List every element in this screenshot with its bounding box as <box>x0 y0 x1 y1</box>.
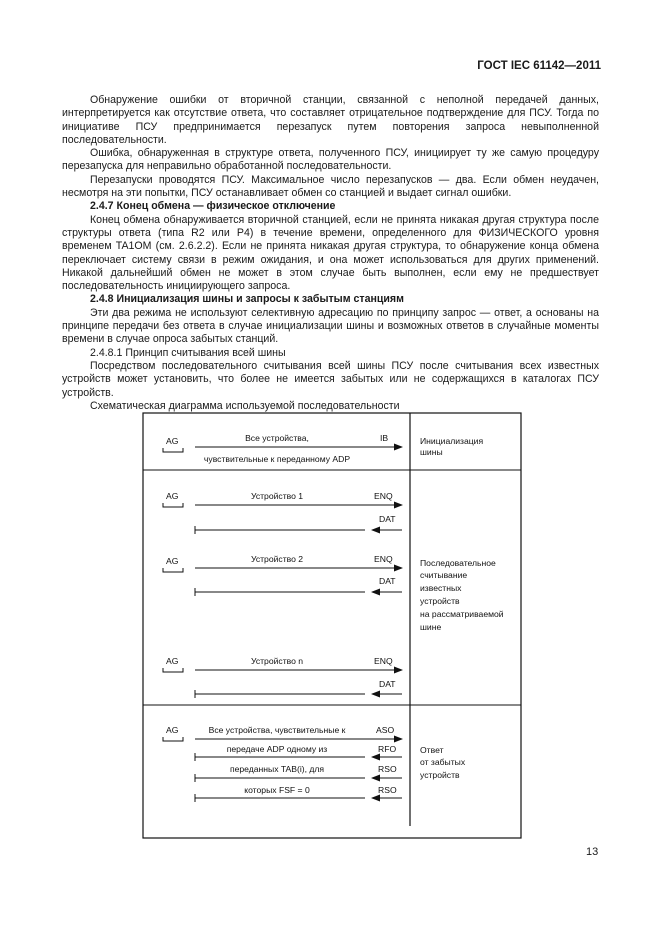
diagram-caption: Схематическая диаграмма используемой последовательности <box>90 399 400 412</box>
phase-label: Последовательное <box>420 558 496 568</box>
phase-label: шины <box>420 447 443 457</box>
frame-code: ENQ <box>374 656 393 666</box>
paragraph: Перезапуски проводятся ПСУ. Максимальное число перезапусков — два. Если обмен неудачен, несмотря на эти попытки, ПСУ останавливает обмен со станцией и выдает сигнал ошибки. <box>62 173 599 200</box>
paragraph: Ошибка, обнаруженная в структуре ответа, полученного ПСУ, инициирует ту же самую процедуру перезапуска для неправильно обработанной последовательности. <box>62 147 599 173</box>
ag-label: AG <box>166 725 179 735</box>
diagram-frame <box>143 413 521 838</box>
device-label: Устройство 2 <box>250 554 304 564</box>
frame-code: DAT <box>379 576 396 586</box>
phase-label: считывание <box>420 570 468 580</box>
message-text: чувствительные к переданному ADP <box>203 454 351 464</box>
frame-code: RSO <box>378 785 397 795</box>
ag-bracket <box>163 737 183 741</box>
paragraph: Эти два режима не используют селективную адресацию по принципу запрос — ответ, а основаны на принципе передачи без ответа в случае инициализации шины и возможных ответов в случайные моменты времени в случае опроса забытых станций. <box>62 306 599 346</box>
phase-label: шине <box>420 622 442 632</box>
frame-code: IB <box>380 433 389 443</box>
phase-label: Инициализация <box>420 436 484 446</box>
frame-code: ASO <box>376 725 395 735</box>
phase-label: устройств <box>420 770 460 780</box>
document-header: ГОСТ IEC 61142—2011 <box>477 60 601 72</box>
frame-code: ENQ <box>374 491 393 501</box>
paragraph: Обнаружение ошибки от вторичной станции, связанной с неполной передачей данных, интерпретируется как отсутствие ответа, что составляет отрицательное подтверждение для ПСУ. Тогда по инициативе ПСУ предпринимается перезапуск путем повторения запроса невыполненной последовательности. <box>62 94 599 146</box>
frame-code: RSO <box>378 764 397 774</box>
device-label: Устройство 1 <box>250 491 304 501</box>
ag-bracket <box>163 668 183 672</box>
phase-label: устройств <box>420 596 460 606</box>
frame-code: ENQ <box>374 554 393 564</box>
paragraph: Конец обмена обнаруживается вторичной станцией, если не принята никакая другая структура после структуры ответа (типа R2 или P4) в течение времени, определенного для ФИЗИЧЕСКОГО уровня временем TA1OM (см. 2.6.2.2). Если не принята никакая другая структура, то обнаружение конца обмена переключает систему связи в режим ожидания, и она может использоваться для других применений. Никакой дальнейший обмен не может в этом случае быть выполнен, если ему не предшествует последовательность инициирующего запроса. <box>62 213 599 293</box>
section-heading: 2.4.7 Конец обмена — физическое отключение <box>90 200 336 213</box>
ag-bracket <box>163 503 183 507</box>
message-text: которых FSF = 0 <box>244 785 310 795</box>
device-label: Устройство n <box>250 656 304 666</box>
ag-label: AG <box>166 656 179 666</box>
message-text: передаче ADP одному из <box>226 744 328 754</box>
ag-bracket <box>163 448 183 452</box>
message-text: переданных TAB(i), для <box>229 764 325 774</box>
ag-label: AG <box>166 436 179 446</box>
frame-code: DAT <box>379 679 396 689</box>
page-number: 13 <box>586 846 599 858</box>
phase-label: от забытых <box>420 757 466 767</box>
message-text: Все устройства, <box>245 433 309 443</box>
ag-bracket <box>163 568 183 572</box>
frame-code: RFO <box>378 744 397 754</box>
frame-code: DAT <box>379 514 396 524</box>
phase-label: на рассматриваемой <box>420 609 504 619</box>
ag-label: AG <box>166 556 179 566</box>
phase-label: Ответ <box>420 745 444 755</box>
message-text: Все устройства, чувствительные к <box>208 725 346 735</box>
section-heading: 2.4.8 Инициализация шины и запросы к забытым станциям <box>90 293 404 306</box>
subsection-heading: 2.4.8.1 Принцип считывания всей шины <box>90 346 286 359</box>
ag-label: AG <box>166 491 179 501</box>
phase-label: известных <box>420 583 462 593</box>
paragraph: Посредством последовательного считывания всей шины ПСУ после считывания всех известных устройств может установить, что более не имеется забытых или не содержащихся в каталогах ПСУ устройств. <box>62 359 599 399</box>
